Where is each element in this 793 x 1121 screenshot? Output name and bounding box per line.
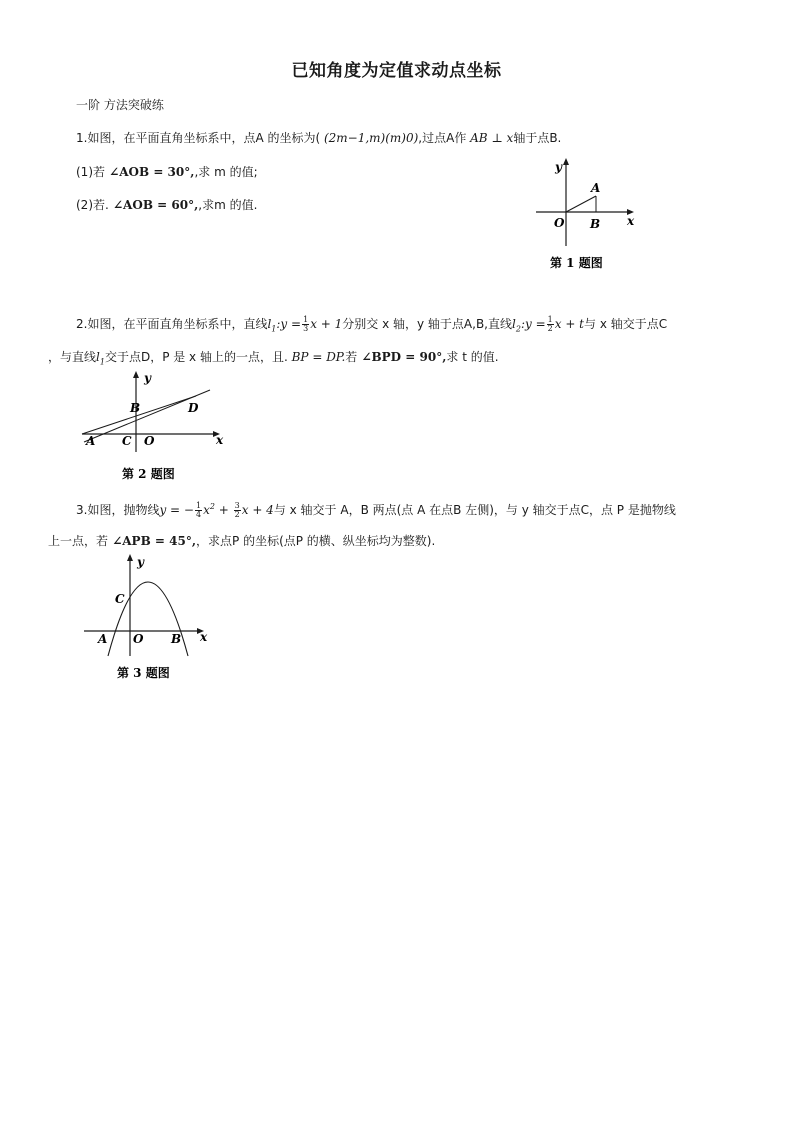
q1-part-1-label: (1)若: [76, 165, 105, 179]
label-b: B: [130, 401, 141, 415]
q2-eq2-rhs: x + t: [554, 317, 585, 331]
page-title: 已知角度为定值求动点坐标: [291, 61, 502, 81]
q3-statement-line-2: [48, 534, 435, 548]
q2-eq2-lhs: :y =: [520, 317, 546, 331]
q1-part-2: [76, 198, 257, 212]
q3-eq-plus: +: [214, 503, 233, 517]
q2-eq2-fraction: $\frac{1}{2}$: [547, 315, 553, 333]
q2-line2-a: ，与直线: [48, 350, 97, 364]
label-x: x: [216, 433, 224, 447]
q2-intro: 2.如图，在平面直角坐标系中，直线: [76, 317, 268, 331]
q2-l2: $l_2$: [512, 317, 521, 334]
q3-intro-b: 与 x 轴交于 A，B 两点(点 A 在点B 左侧)，与 y 轴交于点C，点 P 是抛物线: [273, 503, 676, 517]
q3-figure: [80, 552, 220, 688]
label-b: B: [171, 632, 182, 646]
q1-part-2-label: (2)若.: [76, 198, 109, 212]
q3-line2-b: ，求点P 的坐标(点P 的横、纵坐标均为整数).: [196, 534, 436, 548]
q3-eq-fraction-1: $\frac{1}{4}$: [195, 501, 202, 519]
q3-statement-line-1: [76, 500, 676, 519]
label-d: D: [188, 401, 199, 415]
label-a: A: [86, 434, 96, 448]
q3-angle: ∠APB = 45°,: [108, 534, 197, 548]
q1-intro: 1.如图，在平面直角坐标系中，点A 的坐标为(: [76, 131, 321, 145]
section-heading: 一阶 方法突破练: [76, 98, 164, 112]
q2-figure-caption: 第 2 题图: [122, 467, 175, 481]
q2-eq1-rhs: x + 1: [310, 317, 343, 331]
y-axis-arrow: [127, 554, 133, 561]
label-o: O: [554, 216, 565, 230]
label-a: A: [591, 181, 601, 195]
label-y: y: [555, 160, 562, 174]
label-x: x: [200, 630, 208, 644]
q2-eq1-lhs: :y =: [276, 317, 302, 331]
q2-line2-d: 求 t 的值.: [446, 350, 499, 364]
segment-oa: [566, 196, 596, 212]
q2-l1: $l_1$: [267, 317, 277, 334]
label-y: y: [137, 555, 144, 569]
label-x: x: [627, 214, 635, 228]
label-a: A: [98, 632, 108, 646]
q1-part-1: [76, 165, 258, 179]
q1-part-2-angle: ∠AOB = 60°,: [108, 198, 199, 212]
q1-part-1-angle: ∠AOB = 30°,: [105, 165, 195, 179]
y-axis-arrow: [133, 371, 139, 378]
q1-part-1-ask: ,求 m 的值;: [194, 165, 258, 179]
label-y: y: [144, 371, 151, 385]
q2-line2-b: 交于点D，P 是 x 轴上的一点，且.: [104, 350, 288, 364]
q2-condition: BP = DP.: [287, 350, 346, 364]
q1-figure-caption: 第 1 题图: [550, 256, 603, 270]
label-o: O: [144, 434, 155, 448]
label-c: C: [115, 592, 125, 606]
q3-figure-caption: 第 3 题图: [117, 666, 170, 680]
q1-part-2-ask: ,求m 的值.: [198, 198, 258, 212]
label-c: C: [122, 434, 132, 448]
q1-perpendicular: AB ⊥ x: [466, 131, 514, 145]
q2-angle: ∠BPD = 90°,: [357, 350, 447, 364]
q2-l1-ref: $l_1$: [96, 350, 105, 367]
q2-eq1-fraction: $\frac{1}{3}$: [303, 315, 309, 333]
q3-eq-fraction-2: $\frac{3}{2}$: [234, 501, 240, 519]
label-o: O: [133, 632, 144, 646]
q3-line2-a: 上一点，若: [48, 534, 109, 548]
q1-coordinate: (2m−1,m)(m)0): [320, 131, 419, 145]
y-axis-arrow: [563, 158, 569, 165]
q1-intro-c: 轴于点B.: [513, 131, 562, 145]
q3-eq-rhs: x + 4: [241, 503, 274, 517]
q2-intro-c: 与 x 轴交于点C: [584, 317, 668, 331]
label-b: B: [590, 217, 601, 231]
q1-intro-b: ,过点A作: [418, 131, 467, 145]
q2-intro-b: 分别交 x 轴，y 轴于点A,B,直线: [342, 317, 512, 331]
q2-statement-line-1: [76, 316, 667, 336]
q3-eq-lhs: y = −: [159, 503, 194, 517]
q2-line2-c: 若: [345, 350, 358, 364]
q2-figure: [78, 368, 238, 486]
q3-intro: 3.如图，抛物线: [76, 503, 160, 517]
q1-statement: [76, 131, 561, 145]
q2-statement-line-2: [48, 350, 499, 369]
q3-eq-x2: $x^2$: [203, 502, 215, 517]
q1-figure: [530, 156, 650, 276]
